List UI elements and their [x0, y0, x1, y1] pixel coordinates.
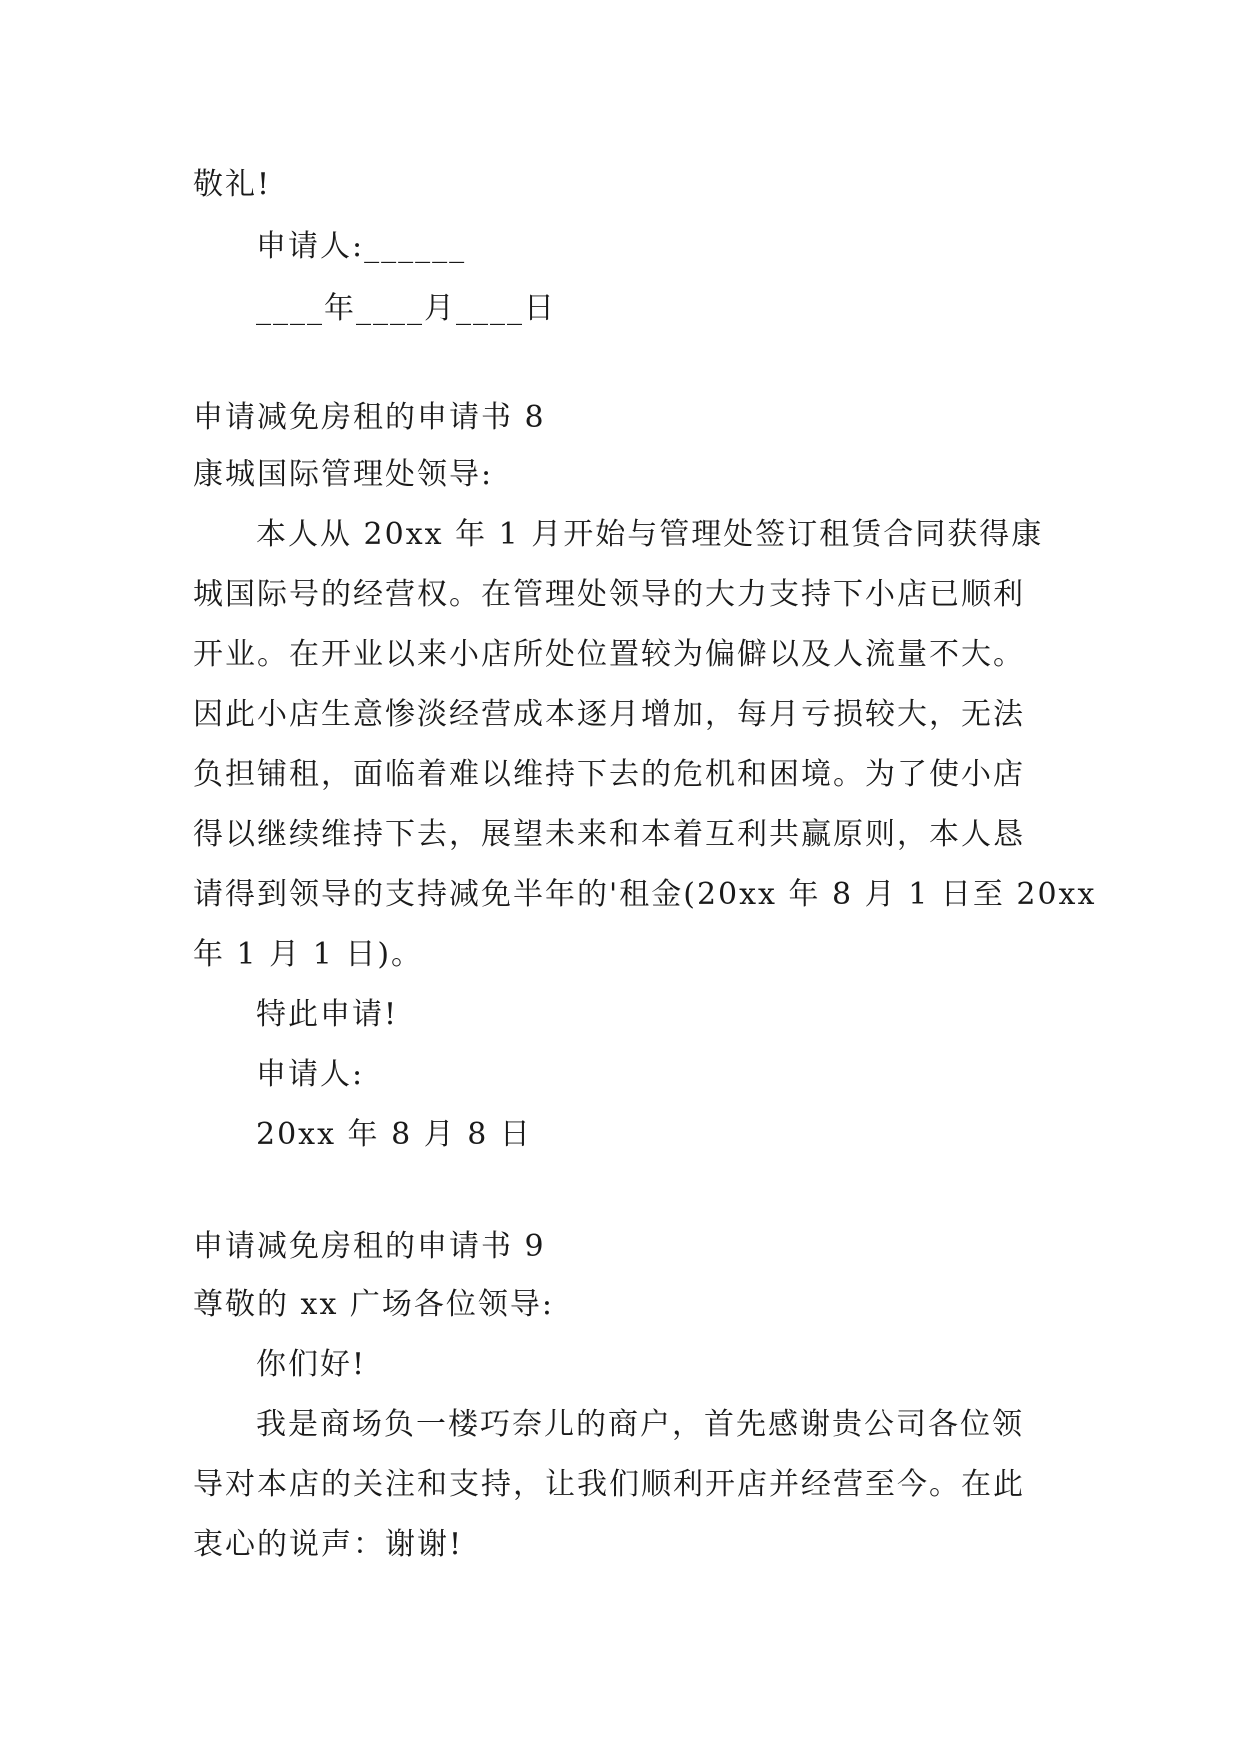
date-line: 20xx 年 8 月 8 日 [256, 1117, 532, 1152]
section-title: 申请减免房租的申请书 8 [193, 400, 546, 435]
salutation: 尊敬的 xx 广场各位领导: [193, 1287, 555, 1322]
closing-line: 特此申请! [256, 997, 399, 1032]
body-line: 导对本店的关注和支持，让我们顺利开店并经营至今。在此 [193, 1467, 1025, 1502]
closing-salute: 敬礼! [193, 167, 272, 202]
date-line: ____年____月____日 [256, 291, 556, 326]
salutation: 康城国际管理处领导: [193, 457, 494, 492]
body-line: 城国际号的经营权。在管理处领导的大力支持下小店已顺利 [193, 577, 1025, 612]
applicant-line: 申请人:______ [256, 229, 467, 264]
body-line: 本人从 20xx 年 1 月开始与管理处签订租赁合同获得康 [256, 517, 1044, 552]
greeting-line: 你们好! [256, 1347, 367, 1382]
body-line: 我是商场负一楼巧奈儿的商户，首先感谢贵公司各位领 [256, 1407, 1024, 1442]
body-line: 年 1 月 1 日)。 [193, 937, 424, 972]
body-line: 负担铺租，面临着难以维持下去的危机和困境。为了使小店 [193, 757, 1025, 792]
section-title: 申请减免房租的申请书 9 [193, 1229, 546, 1264]
applicant-line: 申请人: [256, 1057, 365, 1092]
body-line: 开业。在开业以来小店所处位置较为偏僻以及人流量不大。 [193, 637, 1025, 672]
body-line: 请得到领导的支持减免半年的'租金(20xx 年 8 月 1 日至 20xx [193, 877, 1097, 912]
body-line: 得以继续维持下去，展望未来和本着互利共赢原则，本人恳 [193, 817, 1025, 852]
body-line: 衷心的说声：谢谢! [193, 1527, 464, 1562]
body-line: 因此小店生意惨淡经营成本逐月增加，每月亏损较大，无法 [193, 697, 1025, 732]
